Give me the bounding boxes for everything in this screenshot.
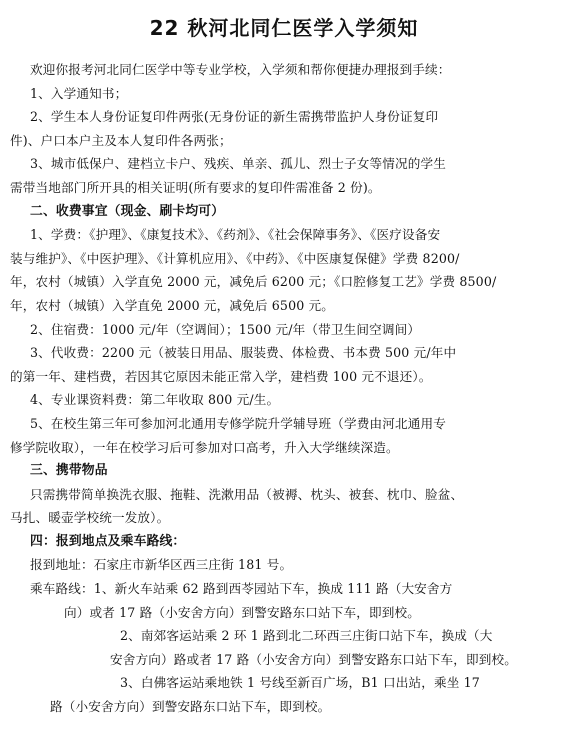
text-line: 4、专业课资料费：第二年收取 800 元/生。 [30, 392, 280, 408]
text-line: 5、在校生第三年可参加河北通用专修学院升学辅导班（学费由河北通用专 [30, 415, 446, 431]
text-line: 3、城市低保户、建档立卡户、残疾、单亲、孤儿、烈士子女等情况的学生 [30, 156, 446, 172]
document-title: 22 秋河北同仁医学入学须知 [149, 16, 419, 40]
text-line: 1、学费：《护理》、《康复技术》、《药剂》、《社会保障事务》、《医疗设备安 [30, 227, 441, 243]
text-line: 只需携带简单换洗衣服、拖鞋、洗漱用品（被褥、枕头、被套、枕巾、脸盆、 [30, 486, 464, 502]
text-line: 安舍方向）路或者 17 路（小安舍方向）到警安路东口站下车，即到校。 [110, 651, 517, 667]
text-line: 修学院收取），一年在校学习后可参加对口高考，升入大学继续深造。 [10, 439, 399, 455]
section-heading: 三、携带物品 [30, 463, 108, 479]
text-line: 向）或者 17 路（小安舍方向）到警安路东口站下车，即到校。 [64, 604, 420, 620]
text-line: 需带当地部门所开具的相关证明(所有要求的复印件需准备 2 份)。 [10, 179, 381, 195]
text-line: 欢迎你报考河北同仁医学中等专业学校，入学须和帮你便捷办理报到手续： [30, 62, 451, 77]
document-body [10, 58, 558, 719]
text-line: 装与维护》、《中医护理》、《计算机应用》、《中药》、《中医康复保健》学费 8200/ [10, 250, 460, 266]
section-heading: 四：报到地点及乘车路线： [30, 533, 186, 549]
text-line: 件)、户口本户主及本人复印件各两张； [10, 132, 232, 148]
text-line: 3、白佛客运站乘地铁 1 号线至新百广场，B1 口出站，乘坐 17 [120, 675, 480, 691]
section-heading: 二、收费事宜（现金、刷卡均可） [30, 203, 225, 219]
text-line: 2、住宿费：1000 元/年（空调间）；1500 元/年（带卫生间空调间） [30, 321, 421, 337]
text-line: 报到地址：石家庄市新华区西三庄街 181 号。 [30, 557, 293, 573]
text-line: 马扎、暖壶学校统一发放）。 [10, 510, 170, 526]
text-line: 2、南郊客运站乘 2 环 1 路到北二环西三庄街口站下车，换成（大 [120, 628, 493, 644]
text-line: 2、学生本人身份证复印件两张(无身份证的新生需携带监护人身份证复印 [30, 109, 439, 125]
text-line: 年，农村（城镇）入学直免 2000 元，减免后 6500 元。 [10, 297, 335, 313]
text-line: 路（小安舍方向）到警安路东口站下车，即到校。 [50, 699, 331, 715]
text-line: 年，农村（城镇）入学直免 2000 元，减免后 6200 元；《口腔修复工艺》学费 8500/ [10, 274, 497, 290]
text-line: 的第一年、建档费，若因其它原因未能正常入学，建档费 100 元不退还）。 [10, 368, 432, 384]
text-line: 1、入学通知书； [30, 85, 128, 101]
text-line: 乘车路线：1、新火车站乘 62 路到西苓园站下车，换成 111 路（大安舍方 [30, 581, 453, 597]
text-line: 3、代收费：2200 元（被装日用品、服装费、体检费、书本费 500 元/年中 [30, 345, 457, 361]
